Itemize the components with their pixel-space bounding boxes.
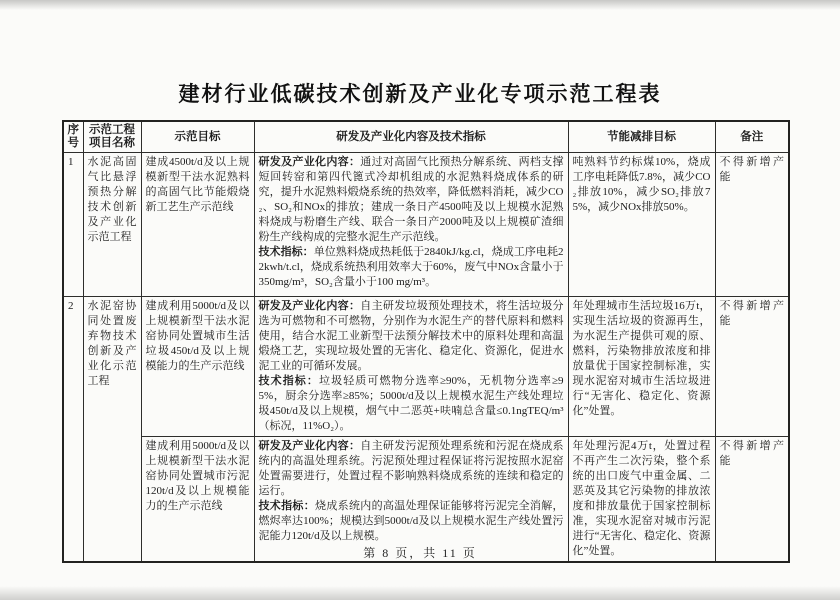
- page-number: 第 8 页，共 11 页: [363, 546, 477, 560]
- page-title: 建材行业低碳技术创新及产业化专项示范工程表: [178, 83, 662, 106]
- scan-edge-bottom: [0, 586, 840, 600]
- row2a-note: 不得新增产能: [715, 297, 789, 437]
- tech-indicator-label: 技术指标：: [258, 246, 314, 258]
- row2-no: 2: [63, 297, 83, 563]
- row2-project-name: 水泥窑协同处置废弃物技术创新及产业化示范工程: [83, 297, 141, 563]
- scan-edge-top: [0, 0, 840, 10]
- row1-note: 不得新增产能: [715, 153, 789, 297]
- header-rd-content: 研发及产业化内容及技术指标: [254, 121, 568, 153]
- row1-no: 1: [63, 153, 83, 297]
- row1-target: 吨熟料节约标煤10%，烧成工序电耗降低7.8%，减少CO₂排放10%，减少SO₂排放75%，减少NOx排放50%。: [568, 153, 715, 297]
- row2b-note: 不得新增产能: [715, 437, 789, 563]
- tech-indicator-label: 技术指标：: [258, 375, 319, 387]
- tech-indicator-text: 单位熟料烧成热耗低于2840kJ/kg.cl，烧成工序电耗22kwh/t.cl，烧成系统热利用效率大于60%，废气中NOx含量小于350mg/m³，SO₂含量小于100 mg/m³。: [258, 246, 564, 288]
- rd-content-text: 自主研发垃圾预处理技术，将生活垃圾分选为可燃物和不可燃物，分别作为水泥生产的替代原料和燃料使用，结合水泥工业新型干法预分解技术中的原料处理和高温煅烧工艺，实现垃圾处置的无害化、稳定化、资源化，促进水泥工业的可循环发展。: [258, 300, 564, 372]
- row2a-rd-content: [254, 297, 568, 437]
- row1-project-name: 水泥高固气比悬浮预热分解技术创新及产业化示范工程: [83, 153, 141, 297]
- header-goal: 示范目标: [141, 121, 254, 153]
- table-row-1: [63, 153, 789, 297]
- row2a-goal: 建成利用5000t/d及以上规模新型干法水泥窑协同处置城市生活垃圾450t/d及以上规模能力的生产示范线: [141, 297, 254, 437]
- row2b-goal: 建成利用5000t/d及以上规模新型干法水泥窑协同处置城市污泥120t/d及以上规模能力的生产示范线: [141, 437, 254, 563]
- rd-content-label: 研发及产业化内容：: [258, 156, 361, 168]
- rd-content-label: 研发及产业化内容：: [258, 300, 361, 312]
- rd-content-text: 通过对高固气比预热分解系统、两档支撑短回转窑和第四代篦式冷却机组成的水泥熟料烧成体系的研究，提升水泥熟料煅烧系统的热效率，降低燃料消耗，减少CO₂、SO₂和NOx的排放；建成一条日产4500吨及以上规模水泥熟料烧成与粉磨生产线、联合一条日产2000吨及以上规模矿渣细粉生产线构成的完整水泥生产示范线。: [258, 156, 564, 243]
- tech-indicator-text: 烧成系统内的高温处理保证能够将污泥完全消解，燃烬率达100%；规模达到5000t/d及以上规模水泥生产线处置污泥能力120t/d及以上规模。: [258, 500, 564, 542]
- header-note: 备注: [715, 121, 789, 153]
- header-target: 节能减排目标: [568, 121, 715, 153]
- table-row-2a: [63, 297, 789, 437]
- tech-indicator-text: 垃圾轻质可燃物分选率≥90%，无机物分选率≥95%，厨余分选率≥85%；5000t/d及以上规模水泥生产线处理垃圾450t/d及以上规模，烟气中二恶英+呋喃总含量≤0.1ngTEQ/m³（标况，11%O₂）。: [258, 375, 564, 432]
- row2a-target: 年处理城市生活垃圾16万t，实现生活垃圾的资源再生，为水泥生产提供可观的原、燃料，污染物排放浓度和排放量优于国家控制标准，实现水泥窑对城市生活垃圾进行“无害化、稳定化、资源化”处置。: [568, 297, 715, 437]
- row1-rd-content: [254, 153, 568, 297]
- rd-content-text: 自主研发污泥预处理系统和污泥在烧成系统内的高温处理系统。污泥预处理过程保证将污泥按照水泥窑处置需要进行，处置过程不影响熟料烧成系统的连续和稳定的运行。: [258, 440, 564, 497]
- header-row: [63, 121, 789, 153]
- row2b-target: 年处理污泥4万t，处置过程不再产生二次污染，整个系统的出口废气中重金属、二恶英及其它污染物的排放浓度和排放量优于国家控制标准，实现水泥窑对城市污泥进行“无害化、稳定化、资源化”处置。: [568, 437, 715, 563]
- rd-content-label: 研发及产业化内容：: [258, 440, 361, 452]
- projects-table: [62, 120, 790, 563]
- tech-indicator-label: 技术指标：: [258, 500, 316, 512]
- header-project-name: 示范工程项目名称: [83, 121, 141, 153]
- row1-goal: 建成4500t/d及以上规模新型干法水泥熟料的高固气比节能煅烧新工艺生产示范线: [141, 153, 254, 297]
- header-no: 序号: [63, 121, 83, 153]
